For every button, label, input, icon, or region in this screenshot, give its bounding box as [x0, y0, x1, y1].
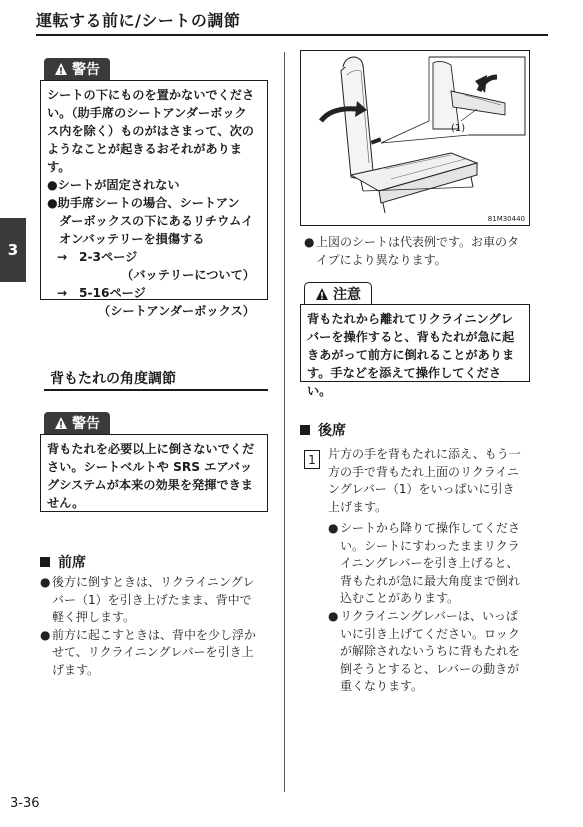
- warning-line: 背もたれを必要以上に倒さないでくだ: [47, 442, 255, 456]
- warning-line: ス内を除く）ものがはさまって、次の: [47, 124, 254, 138]
- text-line: いに引き上げてください。ロック: [340, 626, 520, 641]
- rear-seat-notes: [328, 520, 534, 696]
- warning-bullet: ●シートが固定されない: [47, 178, 180, 192]
- warning-label-text: 警告: [72, 416, 100, 432]
- warning-bullet: ●助手席シートの場合、シートアン: [47, 196, 240, 210]
- text-line: 前方に起こすときは、背中を少し浮か: [52, 627, 257, 642]
- arrow-icon: →: [57, 250, 68, 264]
- text-line: イニングレバーを引き上げると、: [340, 556, 519, 571]
- square-bullet-icon: [40, 557, 50, 567]
- column-divider: [284, 52, 285, 792]
- caution-triangle-icon: [315, 287, 329, 301]
- list-item: [40, 574, 272, 627]
- caution-label: [304, 282, 372, 304]
- callout-label: (1): [451, 123, 466, 134]
- text-line: 重くなります。: [340, 679, 424, 694]
- page-reference: [47, 284, 261, 302]
- warning-line: シートの下にものを置かないでくださ: [47, 88, 255, 102]
- reference-note: （バッテリーについて）: [121, 268, 255, 282]
- text-line: 背もたれが急に最大角度まで倒れ: [340, 573, 521, 588]
- subsection-front-seat: [40, 552, 86, 572]
- figure-note: [304, 234, 534, 269]
- seat-drawing: [301, 51, 529, 225]
- text-line: シートから降りて操作してくださ: [340, 521, 521, 535]
- text-line: せて、リクライニングレバーを引き上: [52, 645, 254, 660]
- page-reference: [47, 248, 261, 266]
- front-seat-text: [40, 574, 272, 680]
- subsection-rear-seat: [300, 420, 346, 440]
- text-line: い。シートにすわったままリクラ: [340, 538, 520, 553]
- caution-line: す。手などを添えて操作してください。: [307, 366, 502, 398]
- text-line: ングレバー（1）をいっぱいに引き: [328, 482, 515, 497]
- text-line: イプにより異なります。: [316, 252, 447, 267]
- text-line: 上図のシートは代表例です。お車のタ: [316, 235, 520, 249]
- bullet-icon: ●: [40, 575, 51, 589]
- caution-line: きあがって前方に倒れることがありま: [307, 348, 515, 362]
- list-item: [328, 520, 534, 608]
- subsection-title: 後席: [318, 423, 346, 439]
- list-item: [40, 627, 272, 680]
- warning-bullet-cont: オンバッテリーを損傷する: [59, 232, 205, 246]
- page-number: 3-36: [10, 796, 40, 811]
- warning-box-under-seat: [40, 80, 268, 318]
- warning-line: い。（助手席のシートアンダーボック: [47, 106, 247, 120]
- text-line: 方の手で背もたれ上面のリクライニ: [328, 464, 519, 479]
- caution-line: バーを操作すると、背もたれが急に起: [307, 330, 515, 344]
- chapter-number: 3: [7, 241, 19, 259]
- warning-box-recline: [40, 434, 268, 512]
- warning-triangle-icon: [54, 416, 68, 430]
- caution-box: [300, 304, 530, 398]
- section-rule: [44, 389, 268, 391]
- section-title: 背もたれの角度調節: [50, 371, 176, 387]
- text-line: 後方に倒すときは、リクライニングレ: [52, 575, 255, 589]
- text-line: 込むことがあります。: [340, 591, 460, 606]
- bullet-icon: ●: [328, 521, 339, 535]
- step-number: 1: [304, 450, 320, 469]
- text-line: 倒そうとすると、レバーの動きが: [340, 661, 520, 676]
- arrow-icon: →: [57, 286, 68, 300]
- text-line: 上げます。: [328, 499, 388, 514]
- reference-page: 5-16ページ: [79, 286, 146, 300]
- figure-code: 81M30440: [487, 215, 525, 223]
- bullet-icon: ●: [40, 627, 51, 642]
- warning-line: す。: [47, 160, 71, 174]
- text-line: 片方の手を背もたれに添え、もう一: [328, 447, 521, 461]
- text-line: バー（1）を引き上げたまま、背中で: [52, 592, 252, 607]
- warning-label-text: 警告: [72, 62, 100, 78]
- warning-line: せん。: [47, 496, 85, 510]
- caution-label-text: 注意: [333, 286, 361, 303]
- title-rule: [36, 34, 548, 36]
- text-line: リクライニングレバーは、いっぱ: [340, 608, 518, 623]
- bullet-icon: ●: [304, 235, 315, 249]
- list-item: [328, 608, 534, 696]
- reference-page: 2-3ページ: [79, 250, 138, 264]
- rear-seat-step: [328, 446, 534, 516]
- page-title: 運転する前に/シートの調節: [36, 11, 241, 30]
- chapter-tab: [0, 218, 26, 282]
- caution-line: 背もたれから離れてリクライニングレ: [307, 312, 513, 326]
- text-line: げます。: [52, 662, 100, 677]
- warning-triangle-icon: [54, 62, 68, 76]
- warning-label: [44, 412, 110, 434]
- warning-label: [44, 58, 110, 80]
- text-line: 軽く押します。: [52, 610, 136, 625]
- seat-illustration: [300, 50, 530, 226]
- warning-line: さい。シートベルトや SRS エアバッ: [47, 460, 253, 474]
- warning-line: ようなことが起きるおそれがありま: [47, 142, 242, 156]
- warning-line: グシステムが本来の効果を発揮できま: [47, 478, 253, 492]
- bullet-icon: ●: [328, 608, 339, 623]
- reference-note: （シートアンダーボックス）: [98, 304, 255, 318]
- subsection-title: 前席: [58, 555, 86, 571]
- warning-bullet-cont: ダーボックスの下にあるリチウムイ: [59, 214, 254, 228]
- text-line: が解除されないうちに背もたれを: [340, 644, 521, 659]
- list-item: [304, 234, 534, 269]
- square-bullet-icon: [300, 425, 310, 435]
